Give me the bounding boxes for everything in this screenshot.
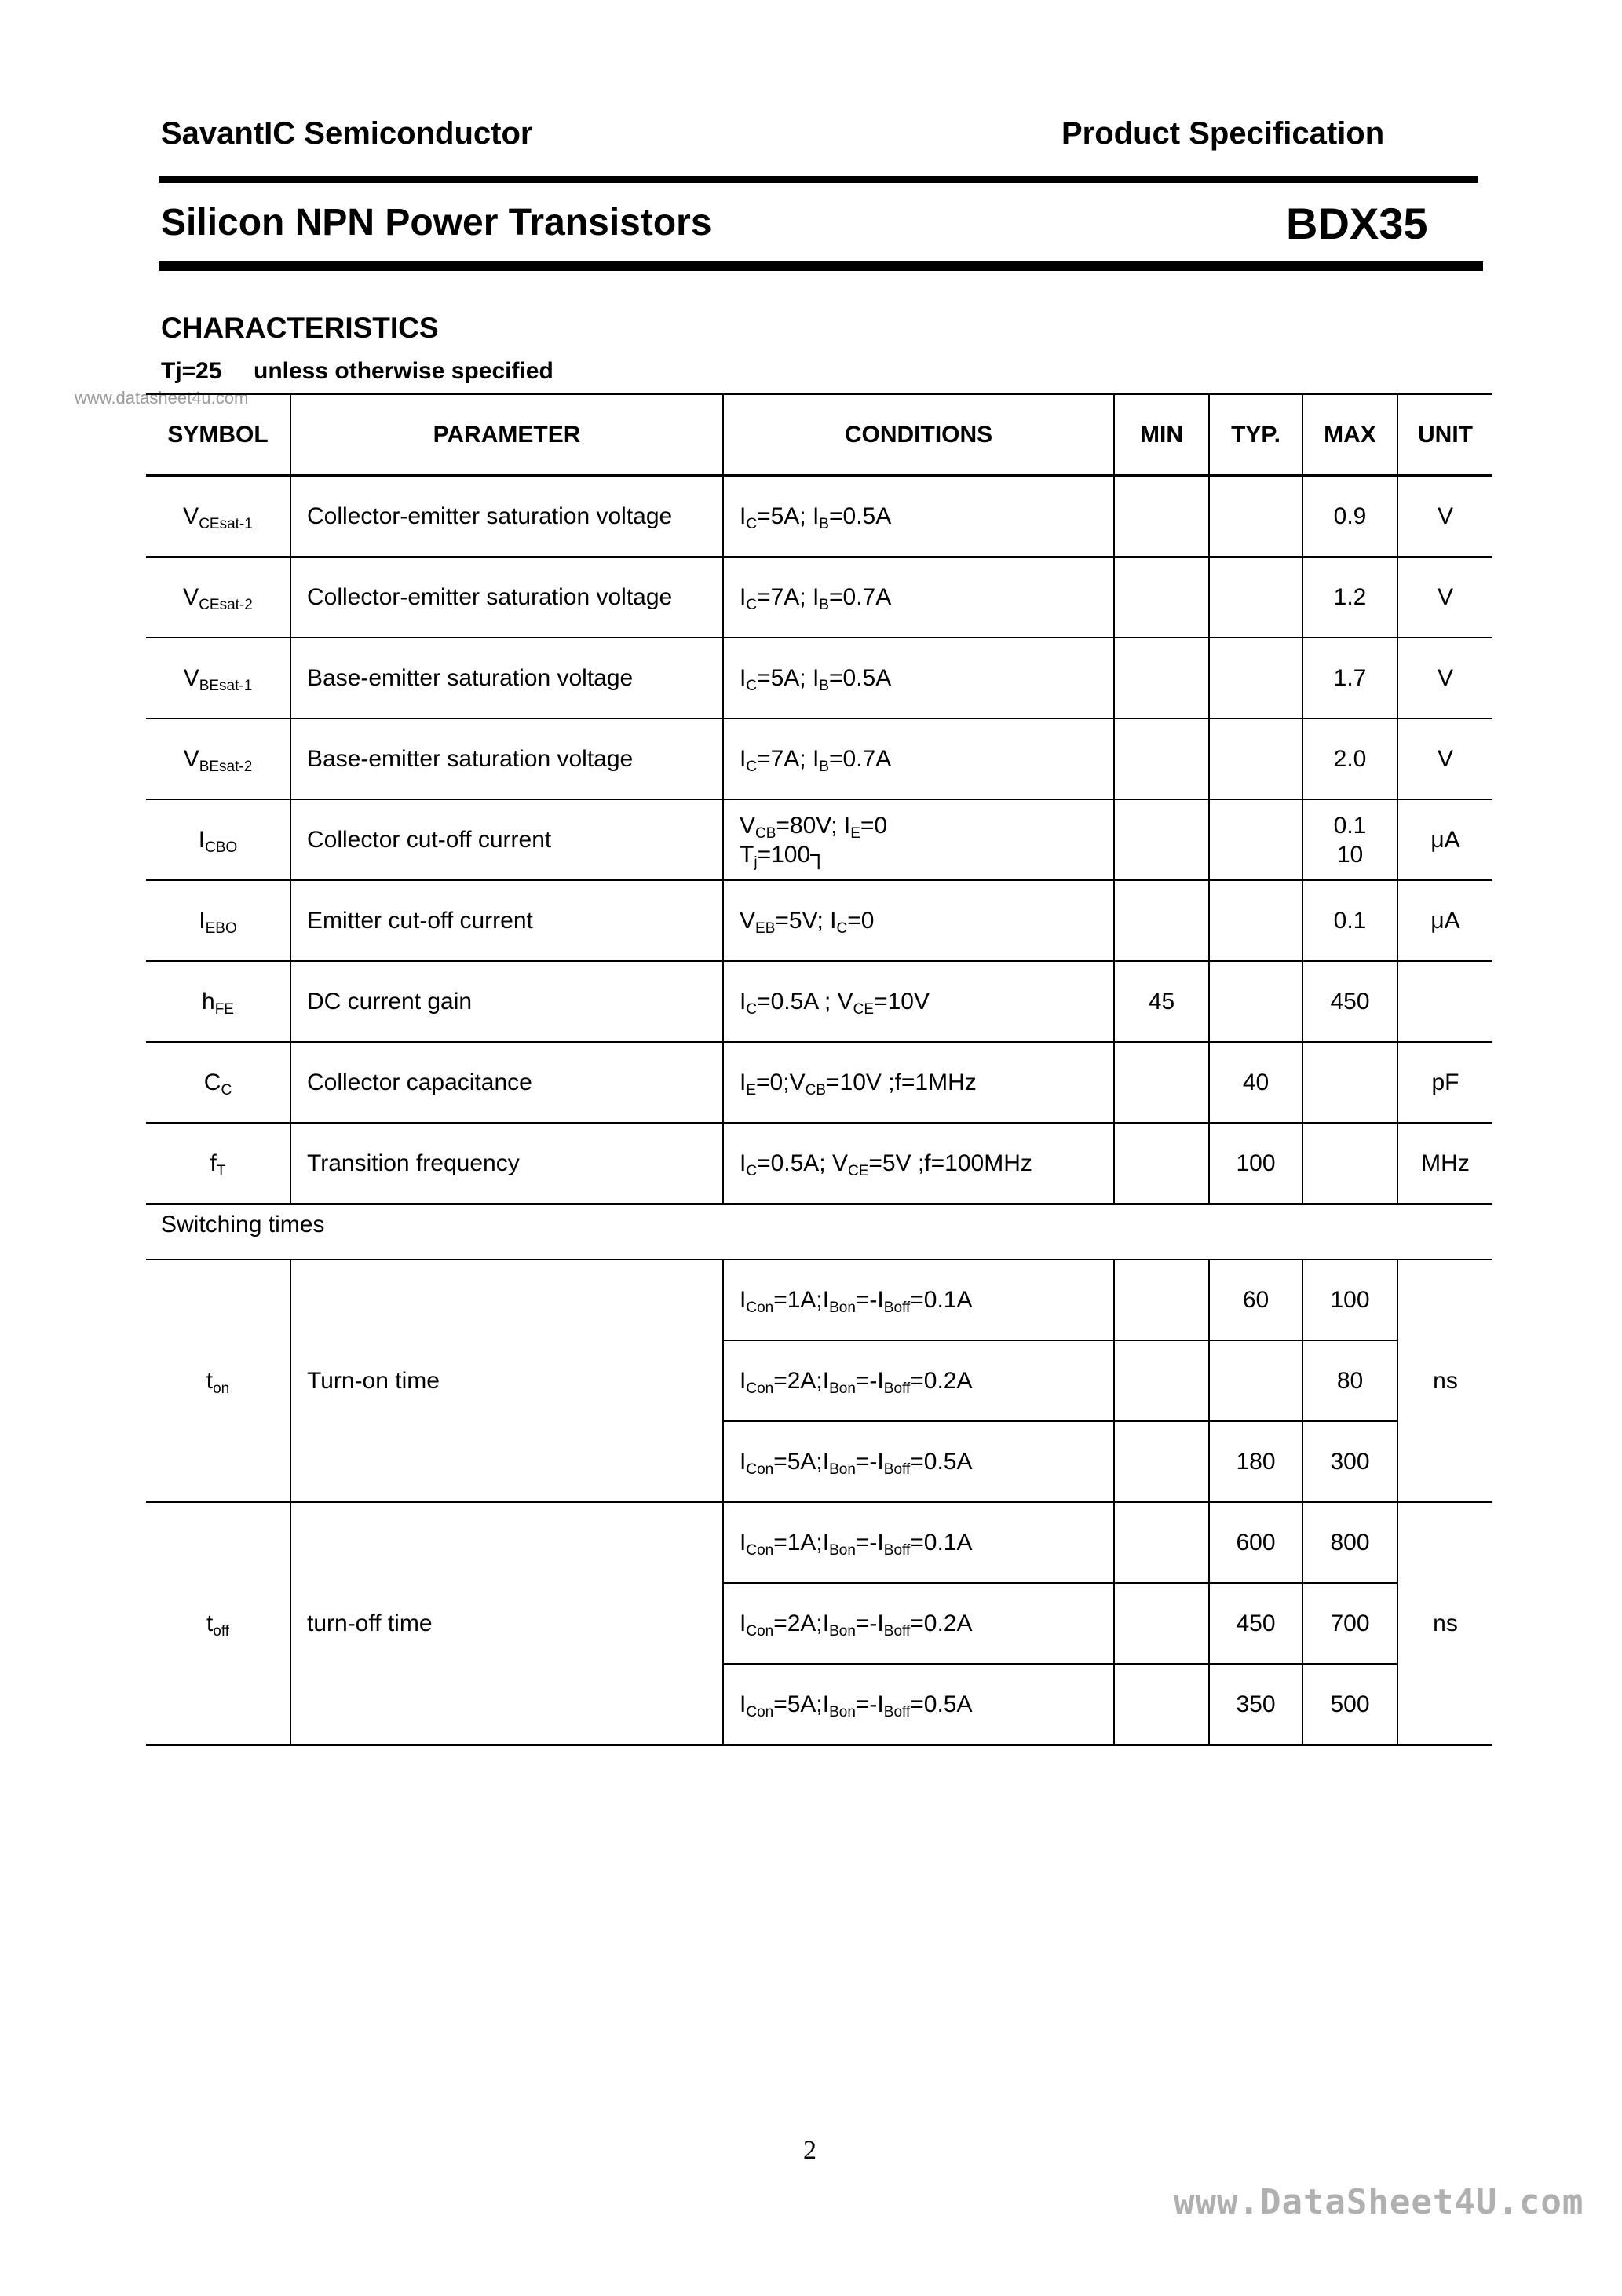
table-row — [146, 799, 1492, 880]
symbol-cell: $I_{CBO}$ — [146, 799, 290, 880]
conditions-cell: $I_{Con}=2A;I_{Bon}=-I_{Boff}=0.2A$ — [723, 1340, 1114, 1421]
table-row — [146, 718, 1492, 799]
conditions-cell: $I_{Con}=1A;I_{Bon}=-I_{Boff}=0.1A$ — [723, 1260, 1114, 1340]
product-title: Silicon NPN Power Transistors — [161, 202, 712, 243]
conditions-cell: $I_{Con}=5A;I_{Bon}=-I_{Boff}=0.5A$ — [723, 1664, 1114, 1745]
typ-cell — [1209, 638, 1302, 718]
typ-cell — [1209, 1340, 1302, 1421]
table-row — [146, 1502, 1492, 1583]
header-typ: TYP. — [1209, 394, 1302, 476]
typ-cell: 350 — [1209, 1664, 1302, 1745]
parameter-cell: DC current gain — [290, 961, 723, 1042]
max-cell: 0.1 10 — [1302, 799, 1397, 880]
unit-cell: V — [1397, 638, 1492, 718]
min-cell — [1114, 1421, 1209, 1502]
conditions-cell: $I_C=7A$; $I_B=0.7A$ — [723, 718, 1114, 799]
parameter-cell: Collector-emitter saturation voltage — [290, 476, 723, 558]
min-cell — [1114, 1502, 1209, 1583]
max-cell: 800 — [1302, 1502, 1397, 1583]
symbol-cell: $V_{CEsat-1}$ — [146, 476, 290, 558]
min-cell — [1114, 1123, 1209, 1204]
unit-cell: V — [1397, 476, 1492, 558]
table-row — [146, 638, 1492, 718]
parameter-cell: Transition frequency — [290, 1123, 723, 1204]
min-cell — [1114, 718, 1209, 799]
min-cell — [1114, 1583, 1209, 1664]
max-cell: 0.1 — [1302, 880, 1397, 961]
symbol-cell: $h_{FE}$ — [146, 961, 290, 1042]
unit-cell: V — [1397, 557, 1492, 638]
company-name: SavantIC Semiconductor — [161, 116, 533, 151]
conditions-cell: $I_E=0;V_{CB}=10V$ ;f=1MHz — [723, 1042, 1114, 1123]
min-cell — [1114, 799, 1209, 880]
max-cell: 1.7 — [1302, 638, 1397, 718]
switching-times-label: Switching times — [161, 1212, 325, 1238]
table-row — [146, 1042, 1492, 1123]
conditions-cell: $V_{EB}=5V$; $I_C=0$ — [723, 880, 1114, 961]
typ-cell — [1209, 799, 1302, 880]
document-type: Product Specification — [1061, 116, 1385, 151]
max-cell: 0.9 — [1302, 476, 1397, 558]
symbol-cell: $V_{CEsat-2}$ — [146, 557, 290, 638]
table-row — [146, 1260, 1492, 1340]
max-cell: 2.0 — [1302, 718, 1397, 799]
max-cell: 300 — [1302, 1421, 1397, 1502]
unit-cell: V — [1397, 718, 1492, 799]
conditions-cell: $I_C=0.5A$ ; $V_{CE}=10V$ — [723, 961, 1114, 1042]
max-cell — [1302, 1042, 1397, 1123]
parameter-cell: Emitter cut-off current — [290, 880, 723, 961]
unit-cell: ns — [1397, 1502, 1492, 1745]
table-row — [146, 1123, 1492, 1204]
parameter-cell: Turn-on time — [290, 1260, 723, 1502]
min-cell — [1114, 476, 1209, 558]
parameter-cell: Collector capacitance — [290, 1042, 723, 1123]
header-symbol: SYMBOL — [146, 394, 290, 476]
parameter-cell: Base-emitter saturation voltage — [290, 638, 723, 718]
min-cell — [1114, 557, 1209, 638]
title-rule — [159, 261, 1483, 271]
symbol-cell: $C_C$ — [146, 1042, 290, 1123]
conditions-cell: $I_C=5A$; $I_B=0.5A$ — [723, 638, 1114, 718]
condition-note: unless otherwise specified — [254, 358, 553, 384]
min-cell: 45 — [1114, 961, 1209, 1042]
min-cell — [1114, 1340, 1209, 1421]
condition-temperature: Tj=25 — [161, 358, 222, 384]
typ-cell: 100 — [1209, 1123, 1302, 1204]
symbol-cell: $t_{on}$ — [146, 1260, 290, 1502]
header-rule — [159, 176, 1478, 183]
max-cell: 1.2 — [1302, 557, 1397, 638]
parameter-cell: Collector cut-off current — [290, 799, 723, 880]
min-cell — [1114, 1042, 1209, 1123]
max-cell: 100 — [1302, 1260, 1397, 1340]
typ-cell — [1209, 476, 1302, 558]
symbol-cell: $t_{off}$ — [146, 1502, 290, 1745]
part-number: BDX35 — [1286, 199, 1428, 248]
header-unit: UNIT — [1397, 394, 1492, 476]
conditions-cell: $V_{CB}=80V$; $I_E=0$ $T_j=100┐$ — [723, 799, 1114, 880]
min-cell — [1114, 638, 1209, 718]
table-row — [146, 476, 1492, 558]
typ-cell — [1209, 557, 1302, 638]
max-cell: 80 — [1302, 1340, 1397, 1421]
max-cell: 450 — [1302, 961, 1397, 1042]
max-cell: 700 — [1302, 1583, 1397, 1664]
unit-cell: μA — [1397, 799, 1492, 880]
table-row — [146, 961, 1492, 1042]
characteristics-table — [146, 393, 1492, 1205]
unit-cell: MHz — [1397, 1123, 1492, 1204]
watermark-top[interactable]: www.datasheet4u.com — [75, 388, 249, 408]
switching-times-table — [146, 1259, 1492, 1746]
symbol-cell: $V_{BEsat-2}$ — [146, 718, 290, 799]
conditions-cell: $I_{Con}=5A;I_{Bon}=-I_{Boff}=0.5A$ — [723, 1421, 1114, 1502]
min-cell — [1114, 1664, 1209, 1745]
min-cell — [1114, 880, 1209, 961]
unit-cell: μA — [1397, 880, 1492, 961]
conditions-cell: $I_C=7A$; $I_B=0.7A$ — [723, 557, 1114, 638]
typ-cell — [1209, 961, 1302, 1042]
parameter-cell: Base-emitter saturation voltage — [290, 718, 723, 799]
typ-cell — [1209, 880, 1302, 961]
conditions-cell: $I_C=0.5A$; $V_{CE}=5V$ ;f=100MHz — [723, 1123, 1114, 1204]
symbol-cell: $I_{EBO}$ — [146, 880, 290, 961]
section-title: CHARACTERISTICS — [161, 312, 439, 344]
max-cell: 500 — [1302, 1664, 1397, 1745]
typ-cell: 180 — [1209, 1421, 1302, 1502]
page-number: 2 — [803, 2136, 816, 2165]
typ-cell: 450 — [1209, 1583, 1302, 1664]
watermark-bottom[interactable]: www.DataSheet4U.com — [1174, 2182, 1584, 2222]
conditions-cell: $I_{Con}=2A;I_{Bon}=-I_{Boff}=0.2A$ — [723, 1583, 1114, 1664]
table-header-row — [146, 394, 1492, 476]
header-conditions: CONDITIONS — [723, 394, 1114, 476]
typ-cell — [1209, 718, 1302, 799]
parameter-cell: Collector-emitter saturation voltage — [290, 557, 723, 638]
parameter-cell: turn-off time — [290, 1502, 723, 1745]
symbol-cell: $f_T$ — [146, 1123, 290, 1204]
table-row — [146, 557, 1492, 638]
typ-cell: 600 — [1209, 1502, 1302, 1583]
conditions-cell: $I_C=5A$; $I_B=0.5A$ — [723, 476, 1114, 558]
unit-cell: ns — [1397, 1260, 1492, 1502]
conditions-cell: $I_{Con}=1A;I_{Bon}=-I_{Boff}=0.1A$ — [723, 1502, 1114, 1583]
typ-cell: 60 — [1209, 1260, 1302, 1340]
unit-cell: pF — [1397, 1042, 1492, 1123]
unit-cell — [1397, 961, 1492, 1042]
max-cell — [1302, 1123, 1397, 1204]
header-min: MIN — [1114, 394, 1209, 476]
typ-cell: 40 — [1209, 1042, 1302, 1123]
symbol-cell: $V_{BEsat-1}$ — [146, 638, 290, 718]
header-max: MAX — [1302, 394, 1397, 476]
min-cell — [1114, 1260, 1209, 1340]
header-parameter: PARAMETER — [290, 394, 723, 476]
table-row — [146, 880, 1492, 961]
